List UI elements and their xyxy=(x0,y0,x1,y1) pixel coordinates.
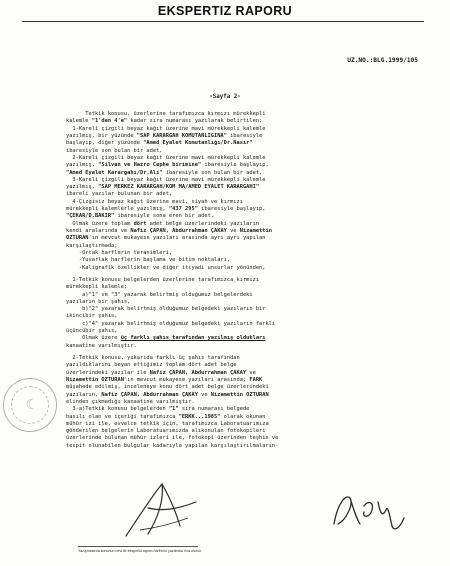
text-run: ibaresiyle son bulan bir adet, xyxy=(66,147,163,154)
text-run: tespit olunabilen bulgular kadarıyla yapılan karşılaştırılmaların- xyxy=(66,442,279,449)
text-run: ve xyxy=(246,369,256,376)
text-run: üç farklı şahıs tarafından yazılmış oldukları xyxy=(120,335,266,342)
text-run: Nizamettin xyxy=(239,228,272,234)
text-run: "ÇEKAR/D.BAKIR" xyxy=(66,213,115,220)
text-run: gönderilen belgelerin Laboratuarımızda alıkonulan fotokopileri xyxy=(66,428,266,435)
text-run: -Ortak harflerin teranimleri, xyxy=(66,249,173,256)
text-line xyxy=(66,443,422,450)
text-run: dört xyxy=(133,220,147,227)
text-line xyxy=(66,277,422,284)
text-run: Nafiz ÇAPAN, Abdurrahman ÇAKAY xyxy=(149,369,247,376)
signature-left-icon xyxy=(118,478,208,544)
text-run: 2-Tetkik konusu, yukarıda farklı üç şahıs tarafından xyxy=(66,355,240,361)
text-run: kendi aralarında ve xyxy=(66,228,131,234)
report-body xyxy=(66,111,422,450)
text-line xyxy=(66,384,422,391)
text-run: FARK xyxy=(249,376,263,383)
text-line xyxy=(66,377,422,384)
text-line xyxy=(66,414,422,421)
text-run: ibaresiyle başlayıp, xyxy=(197,206,266,213)
text-line xyxy=(66,265,422,272)
text-line xyxy=(66,428,422,435)
text-run: sıra numarası belgede xyxy=(178,406,250,413)
text-run: "1'den 4'e" xyxy=(91,118,128,125)
text-line xyxy=(66,177,422,184)
text-run: adet belge üzerlerindeki yazıların xyxy=(146,220,260,227)
text-run: Olmak üzere toplam xyxy=(66,220,134,227)
text-line xyxy=(66,118,422,125)
text-line xyxy=(66,191,422,198)
text-line xyxy=(66,299,422,306)
text-line xyxy=(66,148,422,155)
footer-divider xyxy=(78,546,198,547)
text-line xyxy=(66,362,422,369)
text-run: -Kaligrafik özellikler ve diğer itiyadi unsurlar yönünden, xyxy=(66,264,266,271)
text-run: kadar sıra numarası yazılarak belirtilen; xyxy=(127,118,263,125)
text-run: ve xyxy=(226,228,240,234)
text-run: 3-Kareli çizgili beyaz kağıt üzerine mavi mürekkepli kalemle xyxy=(66,176,266,183)
text-run: ibaresiyle başlayıp, xyxy=(201,162,269,169)
text-run: elinden çıkmadığı kanaatine varılmıştır. xyxy=(66,398,195,405)
text-line xyxy=(66,343,422,350)
text-run: 'ın mevcut mukayese yazıları arasında; xyxy=(123,376,250,383)
text-line xyxy=(66,355,422,362)
text-run: "Silvan ve Hazro Cephe birimine" xyxy=(98,162,202,169)
text-run: ikincibir şahıs, xyxy=(66,313,118,320)
text-run: kanaatine varılmıştır. xyxy=(66,342,137,349)
text-run: "1" xyxy=(168,406,179,413)
text-run: yazıların, xyxy=(66,391,102,398)
text-line xyxy=(66,170,422,177)
official-seal-icon: ☾ xyxy=(3,378,57,432)
text-line xyxy=(66,335,422,342)
text-line xyxy=(66,321,422,328)
text-line xyxy=(66,421,422,428)
text-line xyxy=(66,184,422,191)
text-run: ve xyxy=(197,391,211,398)
text-run: başlayıp, diğer yüzünde xyxy=(66,140,144,147)
text-line xyxy=(66,292,422,299)
text-run: 2-Kareli çizgili beyaz kağıt üzerine mavi mürekkepli kalemle xyxy=(66,154,266,161)
text-line xyxy=(66,328,422,335)
text-run: basılı olan ve içeriği tarafımızca xyxy=(66,413,179,420)
text-line xyxy=(66,392,422,399)
text-run: yazıldıklarını beyan ettiğimiz toplam dört adet belge xyxy=(66,362,237,369)
page-number: -Sayfa 2- xyxy=(209,94,241,100)
text-run: yazılmış, bir yüzünde xyxy=(66,132,137,139)
text-run: yazılmış, xyxy=(66,184,99,191)
text-run: Tetkik konusu, üzerlerine tarafımızca kırmızı mürekkepli xyxy=(66,111,266,117)
text-run: karşılaştırmada; xyxy=(66,242,118,249)
text-line xyxy=(66,221,422,228)
text-line xyxy=(66,306,422,313)
header-divider xyxy=(22,21,424,22)
text-line xyxy=(66,155,422,162)
text-line xyxy=(66,243,422,250)
text-run: yazılmış, xyxy=(66,162,99,169)
text-run: 1-Kareli çizgili beyaz kağıt üzerine mavi mürekkepli kalemle xyxy=(66,125,266,132)
text-run: "ERKK...1985" xyxy=(178,413,221,420)
text-run: Olmak üzere xyxy=(66,335,121,342)
text-run: Nizamettin ÖZTURAN xyxy=(210,391,269,398)
text-line xyxy=(66,133,422,140)
footer-note: Yazışmalarda konunun nevi ile ekspertiz raporu tarihinin yazılması rica olunur. xyxy=(78,549,202,553)
text-run: Nafiz ÇAPAN, Abdurrahman ÇAKAY xyxy=(130,228,227,234)
text-run: 3-a)Tetkik konusu belgelerden xyxy=(66,406,169,413)
text-run: ibareli yazılar bulunan bir adet, xyxy=(66,191,173,198)
text-run: -Yuvarlak harflerin başlama ve bitim noktaları, xyxy=(66,257,231,264)
text-run: ibaresiyle sona eren bir adet, xyxy=(114,213,214,220)
text-run: b)"2" yazarak belirtmiş olduğumuz belgedeki yazıların bir xyxy=(66,306,266,313)
text-line xyxy=(66,257,422,264)
text-run: "SAP MERKEZ KARARGAH/KOM MA/AMED EYALET KARARGAHI" xyxy=(98,184,260,191)
text-run: "437 295" xyxy=(168,206,198,213)
text-line xyxy=(66,399,422,406)
text-run: üzerlerindeki yazılar ile xyxy=(66,369,150,376)
report-header: EKSPERTIZ RAPORU xyxy=(157,4,293,18)
text-line xyxy=(66,213,422,220)
text-line xyxy=(66,435,422,442)
text-run: olarak okunan xyxy=(220,413,266,420)
text-run: "Amed Eyalet Komutanlığı/Dr.Nasır" xyxy=(143,140,253,147)
document-number: UZ.NO.:BLG.1999/105 xyxy=(347,57,418,64)
text-run: 'ın mevcut mukayese yazıları arasında ayrı ayrı yapılan xyxy=(88,235,266,242)
text-run: müşahede edilmiş, inceleneye konu dört adet belge üzerlerindeki xyxy=(66,384,269,391)
signature-right-icon xyxy=(328,488,410,534)
text-run: ÖZTURAN xyxy=(66,235,89,242)
text-line xyxy=(66,370,422,377)
text-line xyxy=(66,206,422,213)
text-run: kalemle xyxy=(66,118,92,125)
text-run: Nafiz ÇAPAN, Abdurrahman ÇAKAY xyxy=(101,391,198,398)
text-run: 4-Çizgisiz beyaz kağıt üzerine mavi, siyah ve kırmızı xyxy=(66,198,243,205)
text-line xyxy=(66,199,422,206)
text-line xyxy=(66,228,422,235)
text-run: yazıların bir şahıs, xyxy=(66,298,131,305)
text-line xyxy=(66,250,422,257)
text-run: c)"4" yazarak belirtmiş olduğumuz belgedeki yazıların farklı xyxy=(66,320,276,327)
text-line xyxy=(66,313,422,320)
text-line xyxy=(66,126,422,133)
text-run: "SAP KARARGAH KOMUTANLIĞINA" xyxy=(136,132,227,139)
text-line xyxy=(66,406,422,413)
text-line xyxy=(66,140,422,147)
text-run: üzerlerinde bulunan mühür izleri ile, fotokopi üzerinden teşhis ve xyxy=(66,435,279,442)
text-run: üçüncübir şahıs, xyxy=(66,328,118,335)
text-run: mühür izi ile, evvelce tetkik için, tarafımızca Laboratuarımıza xyxy=(66,420,269,427)
text-line xyxy=(66,235,422,242)
text-run: Nizamettin ÖZTURAN xyxy=(66,376,124,383)
text-run: "Amed Eyalet Karargahı/Dr.Ali" xyxy=(66,169,163,176)
text-run: ibaresiyle son bulan bir adet, xyxy=(162,169,263,176)
text-run: ibaresiyle xyxy=(226,132,263,139)
text-run: a)"1" ve "3" yazarak belirtmiş olduğumuz belgelerdeki xyxy=(66,291,253,298)
text-line xyxy=(66,111,422,118)
text-line xyxy=(66,284,422,291)
text-run: mürekkepli kalemlerle yazılmış, xyxy=(66,206,169,213)
text-line xyxy=(66,162,422,169)
text-run: 1-Tetkik konusu belgelerden üzerlerine tarafımızca kırmızı xyxy=(66,276,260,283)
text-run: mürekkepli kalemle; xyxy=(66,284,128,291)
